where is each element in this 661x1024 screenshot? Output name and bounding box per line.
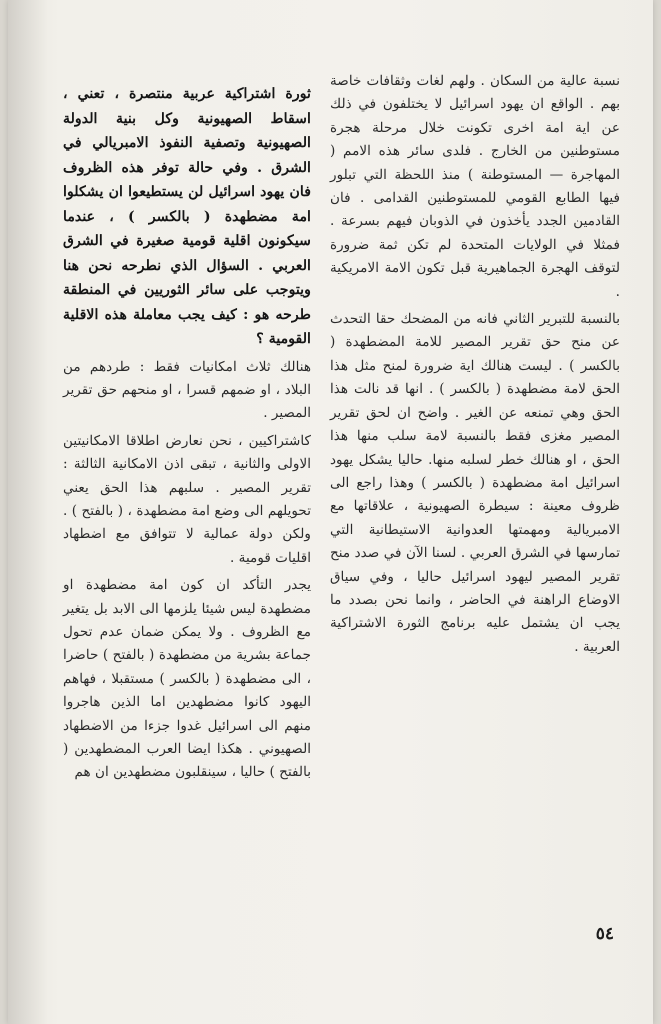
paragraph: نسبة عالية من السكان . ولهم لغات وثقافات خاصة بهم . الواقع ان يهود اسرائيل لا يختلفون في ذلك عن اية امة اخرى تكونت خلال مرحلة هجرة مستوطنين من الخارج . فلدى سائر هذه الامم ( المهاجرة — المستوطنة ) منذ اللحظة التي تبلور فيها الطابع القومي للمستوطنين القدامى . فان القادمين الجدد يأخذون في الذوبان فيهم بسرعة . فمثلا في الولايات المتحدة لم تكن ثمة ضرورة لتوقف الهجرة الجماهيرية قبل تكون الامة الامريكية .: [330, 73, 620, 300]
page-number: ٥٤: [595, 924, 614, 944]
page-gutter-shadow: [8, 0, 48, 1024]
paragraph: يجدر التأكد ان كون امة مضطهدة او مضطهدة ليس شيئا يلزمها الى الابد بل يتغير مع الظروف . ولا يمكن ضمان عدم تحول جماعة بشرية من مضطهدة ( بالفتح ) حاضرا ، الى مضطهدة ( بالكسر ) مستقبلا ، فهاهم اليهود كانوا مضطهدين اما الذين هاجروا منهم الى اسرائيل غدوا جزءا من الاضطهاد الصهيوني . هكذا ايضا العرب المضطهدين ( بالفتح ) حاليا ، سينقلبون مضطهدين ان هم: [63, 577, 311, 781]
book-page: [8, 0, 653, 1024]
paragraph: هنالك ثلاث امكانيات فقط : طردهم من البلاد ، او ضمهم قسرا ، او منحهم حق تقرير المصير .: [63, 358, 311, 422]
right-column: [330, 70, 620, 663]
bold-paragraph: ثورة اشتراكية عربية منتصرة ، تعني ، اسقاط الصهيونية وكل بنية الدولة الصهيونية وتصفية النفوذ الامبريالي في الشرق . وفي حالة توفر هذه الظروف فان يهود اسرائيل لن يستطيعوا ان يشكلوا امة مضطهدة ( بالكسر ) ، عندما سيكونون اقلية قومية صغيرة في الشرق العربي . السؤال الذي نطرحه نحن هنا ويتوجب على سائر الثوريين في المنطقة طرحه هو : كيف يجب معاملة هذه الاقلية القومية ؟: [63, 86, 311, 347]
paragraph: بالنسبة للتبرير الثاني فانه من المضحك حقا التحدث عن منح حق تقرير المصير للامة المضطهدة ( بالكسر ) . ليست هنالك اية ضرورة لمنح مثل هذا الحق لامة مضطهدة ( بالكسر ) . انها قد نالت هذا الحق وهي تمنعه عن الغير . واضح ان لحق تقرير المصير مغزى فقط بالنسبة لامة سلب منها هذا الحق ، او هنالك خطر لسلبه منها. حاليا يشكل يهود اسرائيل امة مضطهدة ( بالكسر ) وهذا راجع الى ظروف معينة : سيطرة الصهيونية ، علاقاتها مع الامبريالية ومهمتها العدوانية الاستيطانية التي تمارسها في الشرق العربي . لسنا الآن في صدد منح تقرير المصير ليهود اسرائيل حاليا ، وفي سياق الاوضاع الراهنة في الحاضر ، وانما نحن بصدد ما يجب ان يشتمل عليه برنامج الثورة الاشتراكية العربية .: [330, 311, 620, 655]
left-column: [63, 70, 311, 789]
bold-passage: [63, 82, 311, 352]
paragraph: كاشتراكيين ، نحن نعارض اطلاقا الامكانيتين الاولى والثانية ، تبقى اذن الامكانية الثالثة : تقرير المصير . سلبهم هذا الحق يعني تحويلهم الى وضع امة مضطهدة ، ( بالفتح ) . ولكن دولة عمالية لا تتوافق مع اضطهاد اقليات قومية .: [63, 432, 311, 566]
